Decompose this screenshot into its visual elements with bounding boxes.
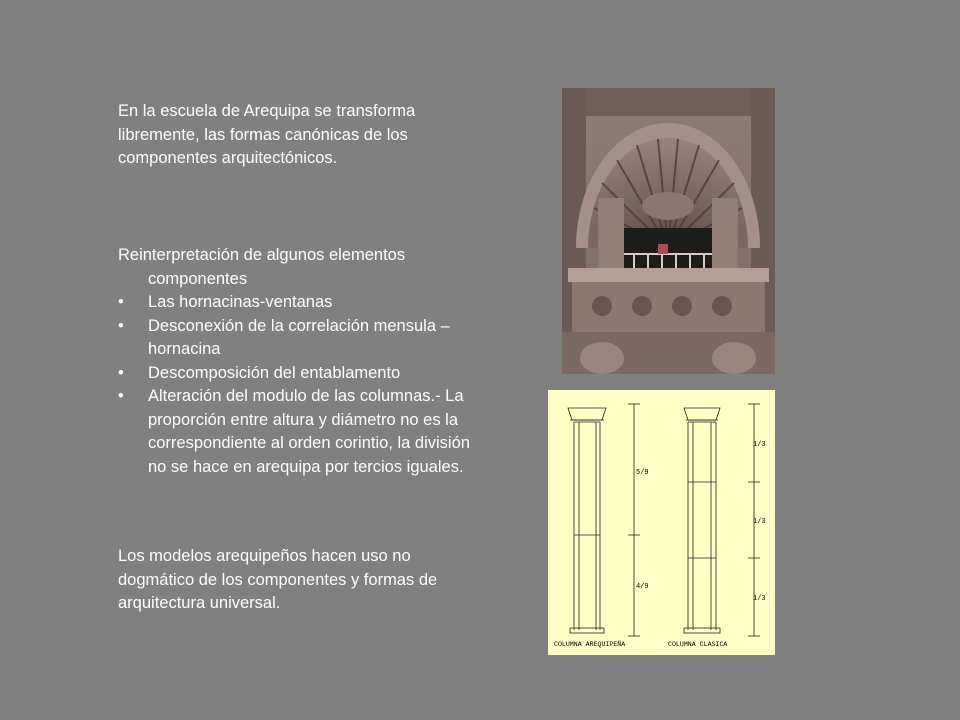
caption-arequipa-column: COLUMNA AREQUIPEÑA [554,641,626,648]
intro-line: componentes arquitectónicos. [118,149,338,167]
left-corbel [580,342,624,374]
arequipa-base [570,628,604,633]
reinterpretation-lead: Reinterpretación de algunos elementos componentes [118,246,406,288]
ratio-label-5-9: 5/9 [636,469,649,477]
classic-capital [684,408,720,420]
ratio-label-4-9: 4/9 [636,583,649,591]
caption-classic-column: COLUMNA CLASICA [668,641,728,648]
bullet-glyph: • [118,316,124,335]
bullet-glyph: • [118,387,124,405]
classic-column [684,404,760,636]
right-carved-jamb [712,198,738,268]
shell-medallion [642,192,694,220]
arequipa-dimension-line [628,404,640,636]
bullet-item: • Desconexión de la correlación mensula – hornacina [118,316,450,358]
bullet-list [118,291,518,479]
niche-window-illustration [562,88,775,374]
closing-line: Los modelos arequipeños hacen uso no [118,547,411,565]
ratio-label-1-3-middle: 1/3 [753,518,766,526]
closing-line: arquitectura universal. [118,594,281,612]
bullet-item: • Las hornacinas-ventanas [118,291,518,315]
intro-paragraph [118,100,478,171]
intro-line: libremente, las formas canónicas de los [118,125,408,144]
ratio-label-1-3-top: 1/3 [753,441,766,449]
intro-line: En la escuela de Arequipa se transforma [118,102,416,120]
bullet-glyph: • [118,363,124,382]
window-figure [658,244,668,254]
arequipa-capital [568,408,606,420]
bullet-glyph: • [118,293,124,311]
right-corbel [712,342,756,374]
arequipa-column [568,404,640,636]
niche-window-photo [562,88,775,374]
top-frieze [562,88,775,116]
balcony-slab [568,268,769,282]
reinterpretation-list [118,244,518,479]
bullet-item: • Descomposición del entablamento [118,362,518,386]
closing-paragraph [118,545,498,616]
bullet-item: • Alteración del modulo de las columnas.- La proporción entre altura y diámetro no es la correspondiente al orden corintio, la división no se hace en arequipa por tercios iguales. [118,387,470,476]
column-proportion-diagram [548,390,775,655]
classic-base [684,628,720,633]
column-diagram-svg [548,390,775,655]
closing-line: dogmático de los componentes y formas de [118,570,438,589]
ratio-label-1-3-bottom: 1/3 [753,595,766,603]
left-carved-jamb [598,198,624,268]
